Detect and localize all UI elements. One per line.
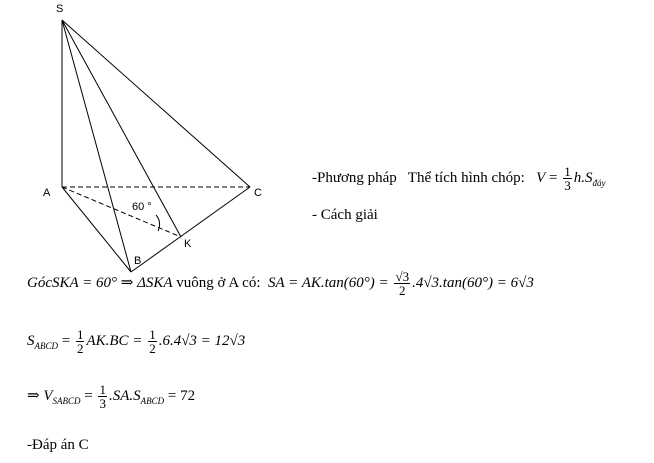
edge-AB — [62, 187, 131, 272]
edge-SB — [62, 20, 131, 272]
line3-sub2: ABCD — [140, 395, 165, 406]
line3-frac-num: 1 — [99, 382, 106, 397]
line2-frac1-num: 1 — [76, 327, 84, 342]
line2-frac1-den: 2 — [76, 341, 84, 356]
line3-eq: = — [84, 387, 93, 404]
line2-S: S — [27, 332, 35, 349]
label-B: B — [134, 255, 142, 267]
edge-SC — [62, 20, 250, 187]
method-sub: đáy — [592, 177, 606, 188]
line1-a: GócSKA = 60° ⇒ ΔSKA — [27, 274, 173, 291]
solution-line-2 — [27, 328, 245, 355]
angle-label: 60 ° — [132, 201, 152, 213]
line1-c: SA = AK.tan(60°) = — [267, 274, 389, 291]
line2-frac2-den: 2 — [149, 341, 156, 356]
method-formula-text: Thể tích hình chóp: — [407, 169, 525, 186]
pyramid-figure — [0, 0, 300, 280]
line2-fraction-2 — [148, 328, 157, 355]
line2-fraction-1 — [76, 328, 85, 355]
line2-eq: = — [61, 332, 71, 349]
line3-frac-den: 3 — [99, 396, 106, 411]
method-eq: = — [549, 169, 558, 186]
line3-fraction — [98, 383, 107, 410]
answer-line: -Đáp án C — [27, 437, 89, 453]
method-frac-num: 1 — [564, 164, 571, 179]
line1-fraction — [394, 270, 410, 297]
line1-b: vuông ở A có: — [176, 274, 261, 291]
line1-frac-num: √3 — [395, 269, 410, 284]
label-K: K — [184, 238, 192, 250]
edge-SK — [62, 20, 181, 237]
label-A: A — [43, 187, 51, 199]
line3-a: ⇒ V — [27, 387, 53, 404]
line2-end: .6.4√3 = 12√3 — [158, 332, 246, 349]
line2-frac2-num: 1 — [149, 327, 156, 342]
solution-line-1 — [27, 270, 534, 297]
edge-BC — [131, 187, 250, 272]
line2-sub: ABCD — [34, 340, 58, 351]
label-S: S — [56, 3, 64, 15]
angle-arc — [156, 215, 160, 231]
method-fraction — [563, 165, 572, 192]
line1-frac-den: 2 — [399, 283, 406, 298]
method-rest: h.S — [573, 169, 593, 186]
label-C: C — [254, 187, 262, 199]
method-line — [312, 165, 606, 192]
edge-AK-dashed — [62, 187, 181, 237]
line1-d: .4√3.tan(60°) = 6√3 — [412, 274, 534, 291]
line3-end: = 72 — [167, 387, 196, 404]
method-frac-den: 3 — [564, 178, 571, 193]
solution-label: - Cách giải — [312, 207, 378, 223]
line2-mid: AK.BC = — [86, 332, 143, 349]
line3-sub1: SABCD — [52, 395, 81, 406]
line3-b: .SA.S — [108, 387, 141, 404]
solution-line-3 — [27, 383, 195, 410]
method-V: V — [536, 169, 546, 186]
method-label: -Phương pháp — [312, 169, 397, 186]
